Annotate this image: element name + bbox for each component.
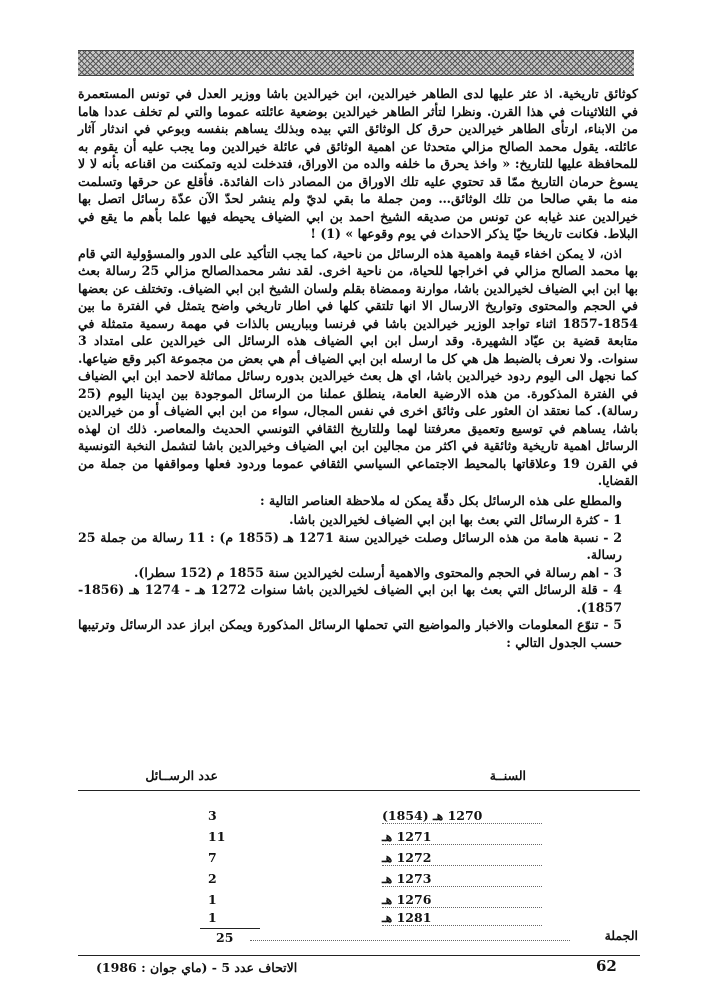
- count-cell: 2: [208, 871, 217, 886]
- table-header: [78, 768, 638, 788]
- paragraph-3: والمطلع على هذه الرسائل بكل دقّة يمكن له ملاحظة العناصر التالية :: [259, 492, 622, 508]
- count-cell: 1: [208, 910, 217, 925]
- list-item: 2 - نسبة هامة من هذه الرسائل وصلت خيرالدين سنة 1271 هـ (1855 م) : 11 رسالة من جملة 25 رسالة.: [78, 529, 623, 562]
- total-leader-dots: [250, 940, 570, 941]
- year-cell: 1272 هـ: [382, 850, 542, 866]
- table-row: [78, 808, 638, 828]
- list-item: 4 - قلة الرسائل التي بعث بها ابن ابي الضياف لخيرالدين باشا سنوات 1272 هـ - 1274 هـ (1856-1857).: [78, 582, 622, 615]
- count-cell: 7: [208, 850, 217, 865]
- table-row: [78, 910, 638, 930]
- year-cell: 1276 هـ: [382, 892, 542, 908]
- year-column-header: السنــة: [489, 768, 526, 783]
- count-cell: 1: [208, 892, 217, 907]
- year-cell: 1271 هـ: [382, 829, 542, 845]
- year-cell: 1270 هـ (1854): [382, 808, 542, 824]
- journal-citation: الاتحاف عدد 5 - (ماي جوان : 1986): [96, 960, 298, 975]
- count-cell: 11: [208, 829, 226, 844]
- table-row: [78, 829, 638, 849]
- count-column-header: عدد الرســائل: [145, 768, 218, 783]
- header-pattern-band: [78, 50, 634, 76]
- page-number: 62: [596, 957, 617, 975]
- table-row: [78, 850, 638, 870]
- list-item: 1 - كثرة الرسائل التي بعث بها ابن ابي الضياف لخيرالدين باشا.: [289, 512, 622, 527]
- article-body: [78, 85, 638, 651]
- year-cell: 1281 هـ: [382, 910, 542, 926]
- total-value: 25: [216, 930, 234, 945]
- list-item: 5 - تنوّع المعلومات والاخبار والمواضيع التي تحملها الرسائل المذكورة ويمكن ابراز عدد الرسائل وترتيبها حسب الجدول التالي :: [78, 617, 622, 650]
- paragraph-2: اذن، لا يمكن اخفاء قيمة واهمية هذه الرسائل من ناحية، كما يجب التأكيد على الدور والمسؤولية التي قام بها محمد الصالح مزالي في اخراجها للحياة، من ناحية اخرى. لقد نشر محمدالصالح مزالي 25 رسالة بعث بها ابن ابي الضياف لخيرالدين باشا، موارنة وممضاة بقلم ولسان الشيخ ابن ابي الضياف. وتختلف عن بعضها في الحجم والمحتوى وتواريخ الارسال الا انها تلتقي كلها في اطار تاريخي واضح يتمثل في الفترة ما بين 1854-1857 اثناء تواجد الوزير خيرالدين باشا في فرنسا وبباريس بالذات في مهمة رسمية متمثلة في متابعة قضية بن عيّاد الشهيرة. وقد ارسل ابن ابي الضياف هذه الرسائل الى خيرالدين على امتداد 3 سنوات. ولا نعرف بالضبط هل هي كل ما ارسله ابن ابي الضياف أم هي بعض من مجموعة اكبر وقع ضياعها. كما نجهل الى اليوم ردود خيرالدين باشا، اي هل بعث خيرالدين بدوره رسائل مماثلة لاحمد ابن ابي الضياف في الفترة المذكورة. من هذه الارضية العامة، ينطلق عملنا من الرسائل الموجودة بين ايدينا اليوم (25 رسالة). كما نعتقد ان العثور على وثائق اخرى في نفس المجال، سواء من ابن ابي الضياف أو من خيرالدين باشا، يساهم في توسيع وتعميق معرفتنا لهما وللتاريخ الثقافي التونسي الحديث والمعاصر. ذلك ان لهذه الرسائل اهمية تاريخية وثائقية في اكثر من مجالين ابن ابي الضياف وخيرالدين باشا لتشمل النخبة التونسية في القرن 19 وعلاقاتها بالمحيط الاجتماعي السياسي الثقافي عموما وردود فعلها ومواقفها من جملة من القضايا.: [78, 245, 638, 488]
- count-cell: 3: [208, 808, 217, 823]
- paragraph-1: كوثائق تاريخية. اذ عثر عليها لدى الطاهر خيرالدين، ابن خيرالدين باشا ووزير العدل في تونس المستعمرة في الثلاثينات في هذا القرن. ونظرا لتأثر الطاهر خيرالدين بوضعية عائلته عموما والتي لم تخلف عددا هاما من الابناء، ارتأى الطاهر خيرالدين حرق كل الوثائق التي بيده وبذلك يساهم بنفسه وبوعي في اندثار آثار عائلته. يقول محمد الصالح مزالي متحدثا عن اهمية الوثائق في عائلة خيرالدين وما يجب عليه أن يقوم به للمحافظة عليها للتاريخ: « واخذ يحرق ما خلفه والده من الاوراق، فتدخلت لديه وتمكنت من اقناعه بأنه لا لا يسوغ حرمان التاريخ ممّا قد تحتوي عليه تلك الاوراق من المصادر ذات الفائدة. فأقلع عن حرقها وتسلمت منه ما بقي صالحا من تلك الوثائق… ومن جملة ما بقي لديّ ولم ينشر لحدّ الآن عدّة رسائل اتصل بها خيرالدين عند غيابه عن تونس من صديقه الشيخ احمد بن ابي الضياف يحيطه فيها علما بأهم ما يقع في البلاط. فكانت تاريخا حيّا يذكر الاحداث في يوم وقوعها » (1) !: [78, 86, 638, 241]
- footer-rule: [78, 955, 640, 956]
- year-cell: 1273 هـ: [382, 871, 542, 887]
- total-rule: [200, 928, 260, 929]
- total-label: الجملة: [604, 928, 638, 943]
- table-row: [78, 871, 638, 891]
- table-row: [78, 892, 638, 912]
- table-header-rule: [78, 790, 640, 791]
- list-item: 3 - اهم رسالة في الحجم والمحتوى والاهمية أرسلت لخيرالدين سنة 1855 م (152 سطرا).: [133, 564, 622, 580]
